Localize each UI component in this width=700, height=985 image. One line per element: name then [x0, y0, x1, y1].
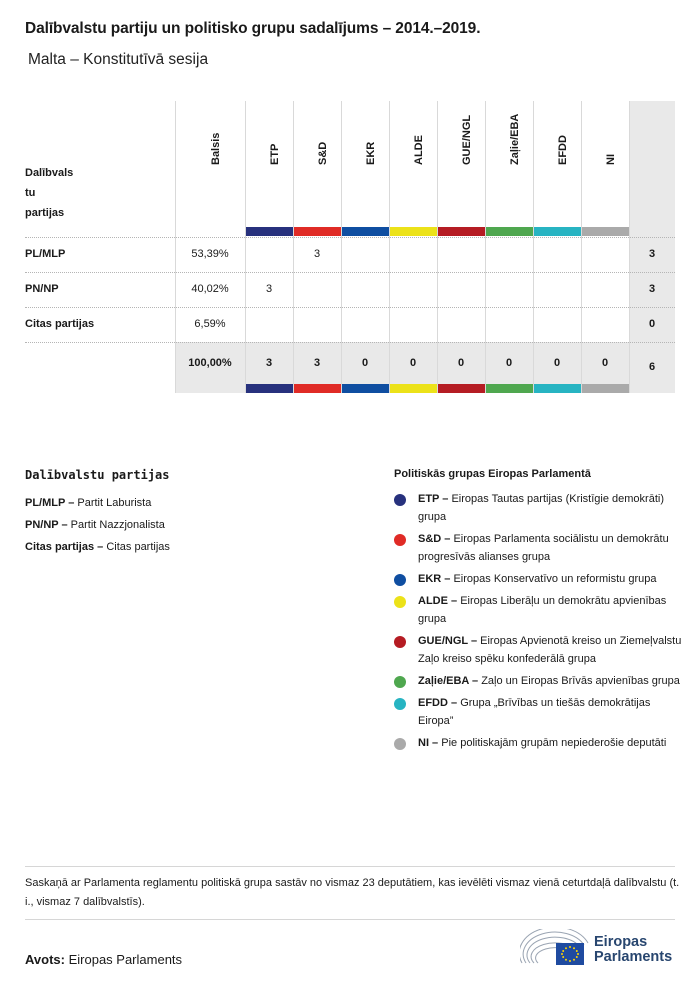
party-name-cell: PN/NP — [25, 283, 59, 295]
group-total-cell: 0 — [457, 357, 465, 369]
group-color-bar — [582, 384, 629, 393]
divider — [25, 919, 675, 920]
group-legend-heading: Politiskās grupas Eiropas Parlamentā — [394, 468, 591, 480]
source-label: Avots: — [25, 952, 65, 967]
group-header-label: EKR — [365, 141, 377, 165]
group-total-cell: 3 — [313, 357, 321, 369]
party-legend — [25, 468, 355, 558]
group-color-bar — [342, 384, 389, 393]
group-column-header — [485, 101, 533, 237]
party-code: PL/MLP – — [25, 497, 75, 509]
seat-count-cell — [533, 272, 581, 307]
group-legend-item — [394, 570, 684, 588]
group-total-cell: 0 — [601, 357, 609, 369]
seat-total-cell: 3 — [648, 283, 656, 295]
group-description: Eiropas Konservatīvo un reformistu grupa — [453, 573, 657, 585]
vote-header-label: Balsis — [210, 132, 222, 165]
seat-count-cell — [245, 237, 293, 272]
seat-count-cell — [581, 307, 629, 342]
seat-count-cell — [437, 272, 485, 307]
group-legend-item — [394, 694, 684, 730]
group-header-label: ALDE — [413, 135, 425, 165]
group-code: ALDE – — [418, 595, 458, 607]
group-header-label: NI — [605, 154, 617, 165]
group-color-bar — [486, 227, 533, 236]
vote-total-cell: 100,00% — [188, 357, 232, 369]
seat-count-cell: 3 — [265, 283, 273, 295]
group-code: S&D – — [418, 533, 451, 545]
group-column-header — [293, 101, 341, 237]
group-total-cell: 0 — [553, 357, 561, 369]
seat-count-cell: 3 — [313, 248, 321, 260]
party-column-header — [25, 163, 73, 223]
seat-count-cell — [485, 307, 533, 342]
group-description: Eiropas Liberāļu un demokrātu apvienības grupa — [418, 595, 667, 625]
vote-share-cell: 6,59% — [194, 318, 226, 330]
group-color-bar — [390, 384, 437, 393]
group-color-bar — [438, 227, 485, 236]
logo-line: Parlaments — [594, 949, 673, 965]
source-line — [25, 952, 182, 967]
party-legend-item — [25, 536, 355, 558]
page-subtitle: Malta – Konstitutīvā sesija — [28, 51, 209, 68]
group-code: GUE/NGL – — [418, 635, 478, 647]
seats-grand-total: 6 — [648, 361, 656, 373]
group-column-header — [245, 101, 293, 237]
hemicycle-flag-icon — [520, 929, 590, 969]
group-column-header — [341, 101, 389, 237]
group-color-bar — [582, 227, 629, 236]
group-legend-item — [394, 672, 684, 690]
group-code: ETP – — [418, 493, 449, 505]
seat-distribution-table — [25, 101, 675, 393]
group-column-header — [437, 101, 485, 237]
group-header-label: ETP — [269, 143, 281, 165]
seat-count-cell — [389, 237, 437, 272]
group-legend-item — [394, 734, 684, 752]
group-code: Zaļie/EBA – — [418, 675, 479, 687]
vote-column-header — [175, 101, 245, 237]
party-legend-item — [25, 514, 355, 536]
group-legend-item — [394, 490, 684, 526]
group-code: NI – — [418, 737, 439, 749]
group-color-bar — [534, 384, 581, 393]
group-header-label: Zaļie/EBA — [509, 113, 521, 165]
seat-count-cell — [341, 307, 389, 342]
group-legend-item — [394, 530, 684, 566]
group-description: Grupa „Brīvības un tiešās demokrātijas Eiropa” — [418, 697, 651, 727]
group-color-bar — [294, 227, 341, 236]
group-color-bar — [246, 227, 293, 236]
seat-count-cell — [341, 237, 389, 272]
vote-share-cell: 40,02% — [191, 283, 229, 295]
party-name: Partit Laburista — [77, 497, 152, 509]
seat-count-cell — [389, 307, 437, 342]
group-color-dot — [394, 676, 406, 688]
page-title: Dalībvalstu partiju un politisko grupu sadalījums – 2014.–2019. — [25, 20, 481, 37]
group-total-cell: 0 — [361, 357, 369, 369]
group-color-bar — [438, 384, 485, 393]
seat-count-cell — [533, 237, 581, 272]
party-name: Citas partijas — [106, 541, 170, 553]
logo-line: Eiropas — [594, 934, 648, 950]
party-name-cell: Citas partijas — [25, 318, 95, 330]
group-column-header — [581, 101, 629, 237]
group-color-dot — [394, 494, 406, 506]
seat-count-cell — [437, 237, 485, 272]
seat-count-cell — [533, 307, 581, 342]
group-legend-item — [394, 632, 684, 668]
group-color-bar — [534, 227, 581, 236]
seat-count-cell — [293, 272, 341, 307]
group-header-label: EFDD — [557, 135, 569, 165]
seat-count-cell — [437, 307, 485, 342]
party-header-line: tu — [25, 187, 36, 199]
logo-text — [594, 935, 672, 965]
group-color-dot — [394, 596, 406, 608]
seat-total-cell: 3 — [648, 248, 656, 260]
group-description: Pie politiskajām grupām nepiederošie deputāti — [441, 737, 667, 749]
rules-note: Saskaņā ar Parlamenta reglamentu politiskā grupa sastāv no vismaz 23 deputātiem, kas ievēlēti vismaz vienā ceturtdaļā dalībvalstu (t. i., vismaz 7 dalībvalstīs). — [25, 877, 680, 908]
seat-count-cell — [389, 272, 437, 307]
group-color-dot — [394, 698, 406, 710]
party-code: PN/NP – — [25, 519, 68, 531]
divider — [25, 866, 675, 867]
seat-count-cell — [581, 237, 629, 272]
group-header-label: S&D — [317, 141, 329, 165]
group-description: Eiropas Apvienotā kreiso un Ziemeļvalstu Zaļo kreiso spēku konfederālā grupa — [418, 635, 682, 665]
ep-logo — [520, 929, 680, 969]
group-color-bar — [342, 227, 389, 236]
seat-count-cell — [341, 272, 389, 307]
group-legend — [394, 468, 684, 756]
group-color-dot — [394, 574, 406, 586]
group-color-bar — [246, 384, 293, 393]
party-legend-heading: Dalībvalstu partijas — [25, 468, 170, 482]
group-color-bar — [294, 384, 341, 393]
group-column-header — [389, 101, 437, 237]
group-code: EKR – — [418, 573, 451, 585]
group-color-dot — [394, 738, 406, 750]
group-column-header — [533, 101, 581, 237]
source-value: Eiropas Parlaments — [68, 952, 183, 967]
party-legend-item — [25, 492, 355, 514]
group-color-dot — [394, 636, 406, 648]
group-description: Eiropas Tautas partijas (Kristīgie demokrāti) grupa — [418, 493, 664, 523]
group-color-bar — [486, 384, 533, 393]
group-color-dot — [394, 534, 406, 546]
seat-count-cell — [581, 272, 629, 307]
party-name-cell: PL/MLP — [25, 248, 66, 260]
seat-total-cell: 0 — [648, 318, 656, 330]
group-description: Zaļo un Eiropas Brīvās apvienības grupa — [481, 675, 680, 687]
group-description: Eiropas Parlamenta sociālistu un demokrātu progresīvās alianses grupa — [418, 533, 669, 563]
seat-count-cell — [485, 237, 533, 272]
seat-count-cell — [245, 307, 293, 342]
group-code: EFDD – — [418, 697, 458, 709]
party-header-line: Dalībvals — [25, 167, 74, 179]
seat-count-cell — [293, 307, 341, 342]
party-code: Citas partijas – — [25, 541, 104, 553]
group-legend-item — [394, 592, 684, 628]
group-header-label: GUE/NGL — [461, 114, 473, 165]
group-total-cell: 0 — [409, 357, 417, 369]
vote-share-cell: 53,39% — [191, 248, 229, 260]
seat-count-cell — [485, 272, 533, 307]
group-total-cell: 3 — [265, 357, 273, 369]
group-total-cell: 0 — [505, 357, 513, 369]
group-color-bar — [390, 227, 437, 236]
party-name: Partit Nazzjonalista — [70, 519, 165, 531]
party-header-line: partijas — [25, 207, 65, 219]
